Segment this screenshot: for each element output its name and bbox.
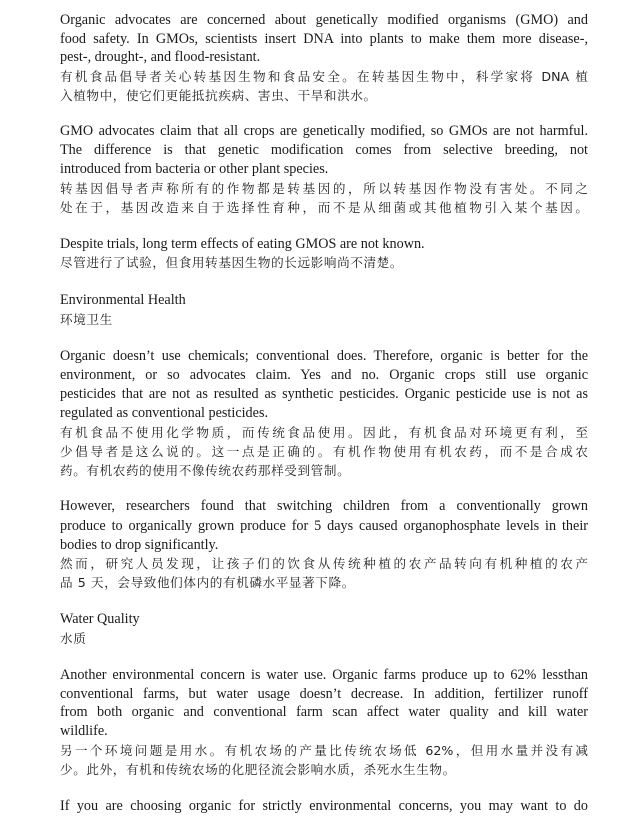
- text-line-chinese: 尽管进行了试验，但食用转基因生物的长远影响尚不清楚。: [60, 255, 404, 270]
- text-line-chinese: 入植物中，使它们更能抵抗疾病、害虫、干旱和洪水。: [60, 88, 377, 103]
- text-line: If you are choosing organic for strictly environmental concerns, you may want to do: [60, 798, 588, 814]
- text-line: food safety. In GMOs, scientists insert DNA into plants to make them more disease-,: [60, 31, 588, 47]
- text-line: introduced from bacteria or other plant species.: [60, 161, 329, 177]
- text-line: from both organic and conventional farm scan affect water quality and kill water: [60, 704, 588, 720]
- text-line-chinese: 有机食品不使用化学物质，而传统食品使用。因此，有机食品对环境更有利，至: [60, 425, 588, 440]
- text-line: Organic advocates are concerned about genetically modified organisms (GMO) and: [60, 12, 588, 28]
- text-line-chinese: 处在于，基因改造来自于选择性育种，而不是从细菌或其他植物引入某个基因。: [60, 200, 588, 215]
- text-line: However, researchers found that switching children from a conventionally grown: [60, 498, 588, 514]
- text-line-chinese: 转基因倡导者声称所有的作物都是转基因的，所以转基因作物没有害处。不同之: [60, 181, 588, 196]
- text-line: produce to organically grown produce for 5 days caused organophosphate levels in their: [60, 518, 588, 534]
- heading-text: Water Quality: [60, 611, 140, 627]
- heading-text: Environmental Health: [60, 292, 186, 308]
- text-line-chinese: 有机食品倡导者关心转基因生物和食品安全。在转基因生物中，科学家将 DNA 植: [60, 69, 588, 84]
- text-line: Another environmental concern is water use. Organic farms produce up to 62% lessthan: [60, 667, 588, 683]
- heading-text-chinese: 水质: [60, 631, 87, 646]
- text-line: bodies to drop significantly.: [60, 537, 219, 553]
- text-line-chinese: 药。有机农药的使用不像传统农药那样受到管制。: [60, 463, 351, 478]
- text-line-chinese: 品 5 天，会导致他们体内的有机磷水平显著下降。: [60, 575, 355, 590]
- text-line: pesticides that are not as resulted as synthetic pesticides. Organic pesticide use is not as: [60, 386, 588, 402]
- text-line: conventional farms, but water usage doesn’t decrease. In addition, fertilizer runoff: [60, 686, 588, 702]
- text-line-chinese: 另一个环境问题是用水。有机农场的产量比传统农场低 62%，但用水量并没有减: [60, 743, 588, 758]
- text-line: Despite trials, long term effects of eating GMOS are not known.: [60, 236, 425, 252]
- text-line: wildlife.: [60, 723, 108, 739]
- text-line: The difference is that genetic modification comes from selective breeding, not: [60, 142, 588, 158]
- text-line-chinese: 然而，研究人员发现，让孩子们的饮食从传统种植的农产品转向有机种植的农产: [60, 556, 588, 571]
- text-line: regulated as conventional pesticides.: [60, 405, 269, 421]
- text-line: pest-, drought-, and flood-resistant.: [60, 49, 261, 65]
- text-line: Organic doesn’t use chemicals; conventional does. Therefore, organic is better for the: [60, 348, 588, 364]
- heading-text-chinese: 环境卫生: [60, 312, 113, 327]
- text-line-chinese: 少倡导者是这么说的。这一点是正确的。有机作物使用有机农药，而不是合成农: [60, 444, 588, 459]
- text-line: environment, or so advocates claim. Yes and no. Organic crops still use organic: [60, 367, 588, 383]
- text-line-chinese: 少。此外，有机和传统农场的化肥径流会影响水质，杀死水生生物。: [60, 762, 456, 777]
- text-line: GMO advocates claim that all crops are genetically modified, so GMOs are not harmful.: [60, 123, 588, 139]
